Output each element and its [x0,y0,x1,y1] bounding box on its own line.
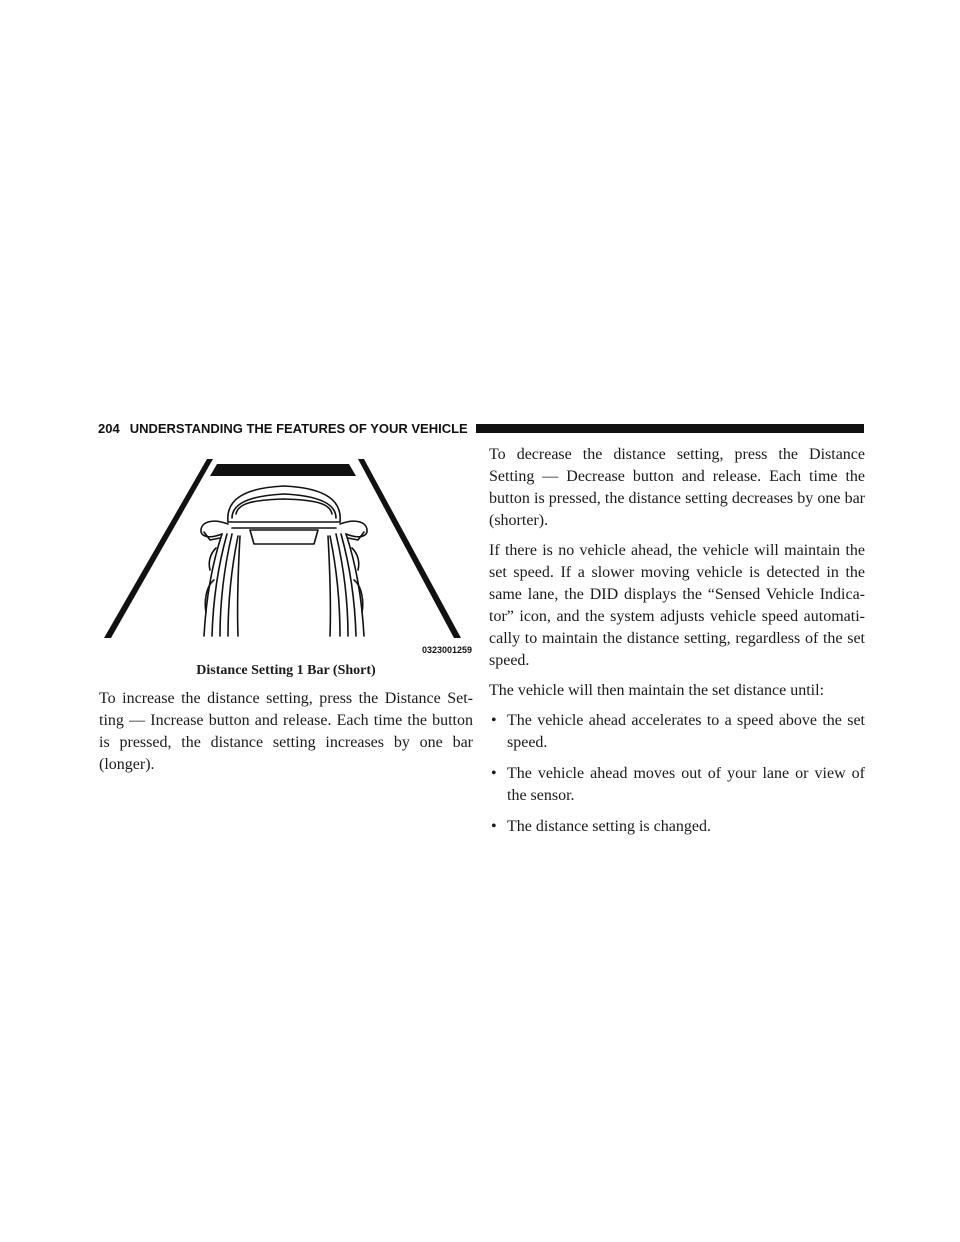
header-rule [476,424,864,433]
distance-setting-figure [100,452,474,662]
page-number: 204 [98,420,120,436]
left-column [99,688,473,784]
list-item [489,763,865,807]
paragraph-no-vehicle: If there is no vehicle ahead, the vehicle will maintain the set speed. If a slower moving vehicle is detected in the same lane, the DID displays the “Sensed Vehicle Indica- tor” icon, and the system adjusts vehicle speed automati- cally to maintain the distance setting, regardless of the set speed. [489,542,865,669]
list-item-text: The distance setting is changed. [507,818,711,835]
bullet-glyph: • [491,765,497,782]
list-item-text: The vehicle ahead accelerates to a speed above the set speed. [507,712,865,751]
figure-code: 0323001259 [421,645,472,655]
paragraph-decrease: To decrease the distance setting, press the Distance Setting — Decrease button and release. Each time the button is pressed, the distance setting decreases by one bar (shorter). [489,446,865,529]
lane-line-right [358,459,461,638]
figure-caption: Distance Setting 1 Bar (Short) [196,663,376,678]
distance-bar-icon [210,464,356,476]
paragraph-maintain: The vehicle will then maintain the set distance until: [489,682,825,699]
list-item-text: The vehicle ahead moves out of your lane or view of the sensor. [507,765,865,804]
car-top-view-illustration [100,452,474,662]
lane-line-left [104,459,213,638]
page-header [98,418,864,438]
conditions-list [489,710,865,838]
list-item [489,816,865,838]
bullet-glyph: • [491,818,497,835]
car-outline-icon [201,486,367,636]
list-item [489,710,865,754]
right-column [489,444,865,847]
section-title: UNDERSTANDING THE FEATURES OF YOUR VEHICLE [129,420,468,436]
paragraph-increase: To increase the distance setting, press the Distance Set- ting — Increase button and release. Each time the button is pressed, the distance setting increases by one bar (longer). [99,690,473,773]
bullet-glyph: • [491,712,497,729]
